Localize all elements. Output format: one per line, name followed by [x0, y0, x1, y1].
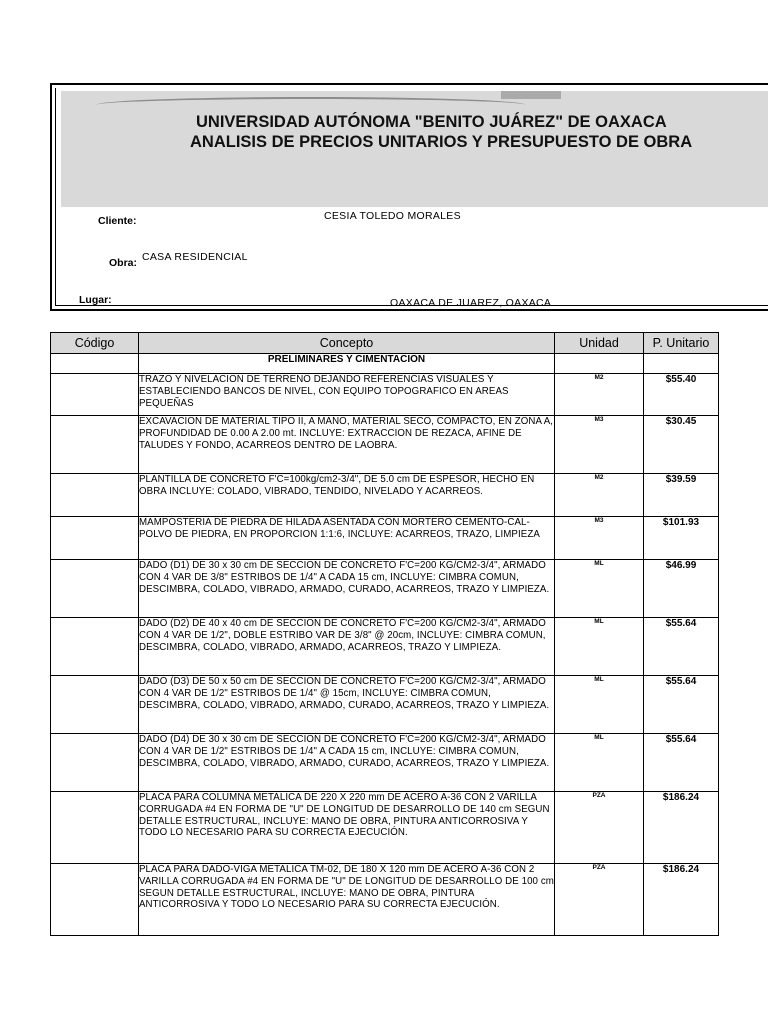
column-header-codigo: Código: [51, 333, 139, 354]
column-header-p-unitario: P. Unitario: [644, 333, 719, 354]
codigo-cell: [51, 792, 139, 864]
table-row: [51, 517, 719, 560]
precio-cell: $55.64: [644, 734, 719, 792]
concepto-cell: DADO (D2) DE 40 x 40 cm DE SECCION DE CONCRETO F'C=200 KG/CM2-3/4", ARMADO CON 4 VAR DE 1/2", DOBLE ESTRIBO VAR DE 3/8" @ 20cm, INCLUYE: CIMBRA COMUN, DESCIMBRA, COLADO, VIBRADO, ARMADO, ACARREOS, TRAZO Y LIMPIEZA.: [139, 618, 555, 676]
table-header-row: [51, 333, 719, 354]
unidad-cell: M2: [555, 374, 644, 416]
concepto-cell: PLACA PARA DADO-VIGA METALICA TM-02, DE 180 X 120 mm DE ACERO A-36 CON 2 VARILLA CORRUGADA #4 EN FORMA DE "U" DE LONGITUD DE DESARROLLO DE 100 cm SEGUN DETALLE ESTRUCTURAL, INCLUYE: MANO DE OBRA, PINTURA ANTICORROSIVA Y TODO LO NECESARIO PARA SU CORRECTA EJECUCIÓN.: [139, 864, 555, 936]
table-row: [51, 560, 719, 618]
section-title: PRELIMINARES Y CIMENTACION: [139, 354, 555, 374]
table-row: [51, 474, 719, 517]
header-inner-frame: [55, 88, 768, 309]
codigo-cell: [51, 374, 139, 416]
lugar-label: Lugar:: [79, 294, 112, 306]
precio-cell: $46.99: [644, 560, 719, 618]
budget-table: [50, 332, 719, 936]
unidad-cell: M3: [555, 416, 644, 474]
concepto-cell: EXCAVACION DE MATERIAL TIPO II, A MANO, MATERIAL SECO, COMPACTO, EN ZONA A, PROFUNDIDAD DE 0.00 A 2.00 mt. INCLUYE: EXTRACCION DE REZACA, AFINE DE TALUDES Y FONDO, ACARREOS DENTRO DE LAOBRA.: [139, 416, 555, 474]
concepto-cell: MAMPOSTERIA DE PIEDRA DE HILADA ASENTADA CON MORTERO CEMENTO-CAL-POLVO DE PIEDRA, EN PROPORCION 1:1:6, INCLUYE: ACARREOS, TRAZO, LIMPIEZA: [139, 517, 555, 560]
unidad-cell: ML: [555, 618, 644, 676]
header-box: [50, 83, 768, 311]
concepto-cell: DADO (D1) DE 30 x 30 cm DE SECCION DE CONCRETO F'C=200 KG/CM2-3/4", ARMADO CON 4 VAR DE 3/8" ESTRIBOS DE 1/4" A CADA 15 cm, INCLUYE: CIMBRA COMUN, DESCIMBRA, COLADO, VIBRADO, ARMADO, CURADO, ACARREOS, TRAZO Y LIMPIEZA.: [139, 560, 555, 618]
table-row: [51, 792, 719, 864]
unidad-cell: PZA: [555, 864, 644, 936]
codigo-cell: [51, 474, 139, 517]
concepto-cell: TRAZO Y NIVELACION DE TERRENO DEJANDO REFERENCIAS VISUALES Y ESTABLECIENDO BANCOS DE NIVEL, CON EQUIPO TOPOGRAFICO EN AREAS PEQUEÑAS: [139, 374, 555, 416]
table-row: [51, 676, 719, 734]
precio-cell: $30.45: [644, 416, 719, 474]
precio-cell: $101.93: [644, 517, 719, 560]
university-title: UNIVERSIDAD AUTÓNOMA "BENITO JUÁREZ" DE OAXACA: [196, 113, 667, 131]
unidad-cell: M2: [555, 474, 644, 517]
lugar-value: OAXACA DE JUAREZ, OAXACA: [390, 297, 552, 309]
precio-cell: $186.24: [644, 864, 719, 936]
table-row: [51, 416, 719, 474]
concepto-cell: DADO (D4) DE 30 x 30 cm DE SECCION DE CONCRETO F'C=200 KG/CM2-3/4", ARMADO CON 4 VAR DE 1/2" ESTRIBOS DE 1/4" A CADA 15 cm, INCLUYE: CIMBRA COMUN, DESCIMBRA, COLADO, VIBRADO, ARMADO, CURADO, ACARREOS, TRAZO Y LIMPIEZA.: [139, 734, 555, 792]
concepto-cell: PLANTILLA DE CONCRETO F'C=100kg/cm2-3/4", DE 5.0 cm DE ESPESOR, HECHO EN OBRA INCLUYE: COLADO, VIBRADO, TENDIDO, NIVELADO Y ACARREOS.: [139, 474, 555, 517]
precio-cell: $55.40: [644, 374, 719, 416]
codigo-cell: [51, 676, 139, 734]
title-banner: [61, 91, 768, 207]
table-row: [51, 374, 719, 416]
cliente-label: Cliente:: [98, 215, 137, 227]
codigo-cell: [51, 618, 139, 676]
obra-value: CASA RESIDENCIAL: [142, 251, 248, 263]
codigo-cell: [51, 560, 139, 618]
unidad-cell: PZA: [555, 792, 644, 864]
unidad-cell: ML: [555, 734, 644, 792]
precio-cell: $39.59: [644, 474, 719, 517]
table-row: [51, 734, 719, 792]
section-price-cell: [644, 354, 719, 374]
unidad-cell: M3: [555, 517, 644, 560]
logo-mark: [501, 91, 561, 99]
unidad-cell: ML: [555, 560, 644, 618]
section-unit-cell: [555, 354, 644, 374]
column-header-concepto: Concepto: [139, 333, 555, 354]
codigo-cell: [51, 416, 139, 474]
precio-cell: $55.64: [644, 618, 719, 676]
obra-label: Obra:: [109, 257, 138, 269]
table-row: [51, 618, 719, 676]
section-row: [51, 354, 719, 374]
logo-swoosh: [96, 97, 526, 105]
codigo-cell: [51, 517, 139, 560]
concepto-cell: PLACA PARA COLUMNA METALICA DE 220 X 220 mm DE ACERO A-36 CON 2 VARILLA CORRUGADA #4 EN FORMA DE "U" DE LONGITUD DE DESARROLLO DE 140 cm SEGUN DETALLE ESTRUCTURAL, INCLUYE: MANO DE OBRA, PINTURA ANTICORROSIVA Y TODO LO NECESARIO PARA SU CORRECTA EJECUCIÓN.: [139, 792, 555, 864]
precio-cell: $186.24: [644, 792, 719, 864]
document-title: ANALISIS DE PRECIOS UNITARIOS Y PRESUPUESTO DE OBRA: [190, 133, 693, 151]
codigo-cell: [51, 734, 139, 792]
table-row: [51, 864, 719, 936]
codigo-cell: [51, 864, 139, 936]
concepto-cell: DADO (D3) DE 50 x 50 cm DE SECCION DE CONCRETO F'C=200 KG/CM2-3/4", ARMADO CON 4 VAR DE 1/2" ESTRIBOS DE 1/4" @ 15cm, INCLUYE: CIMBRA COMUN, DESCIMBRA, COLADO, VIBRADO, ARMADO, CURADO, ACARREOS, TRAZO Y LIMPIEZA.: [139, 676, 555, 734]
section-code-cell: [51, 354, 139, 374]
column-header-unidad: Unidad: [555, 333, 644, 354]
cliente-value: CESIA TOLEDO MORALES: [324, 210, 461, 222]
precio-cell: $55.64: [644, 676, 719, 734]
unidad-cell: ML: [555, 676, 644, 734]
